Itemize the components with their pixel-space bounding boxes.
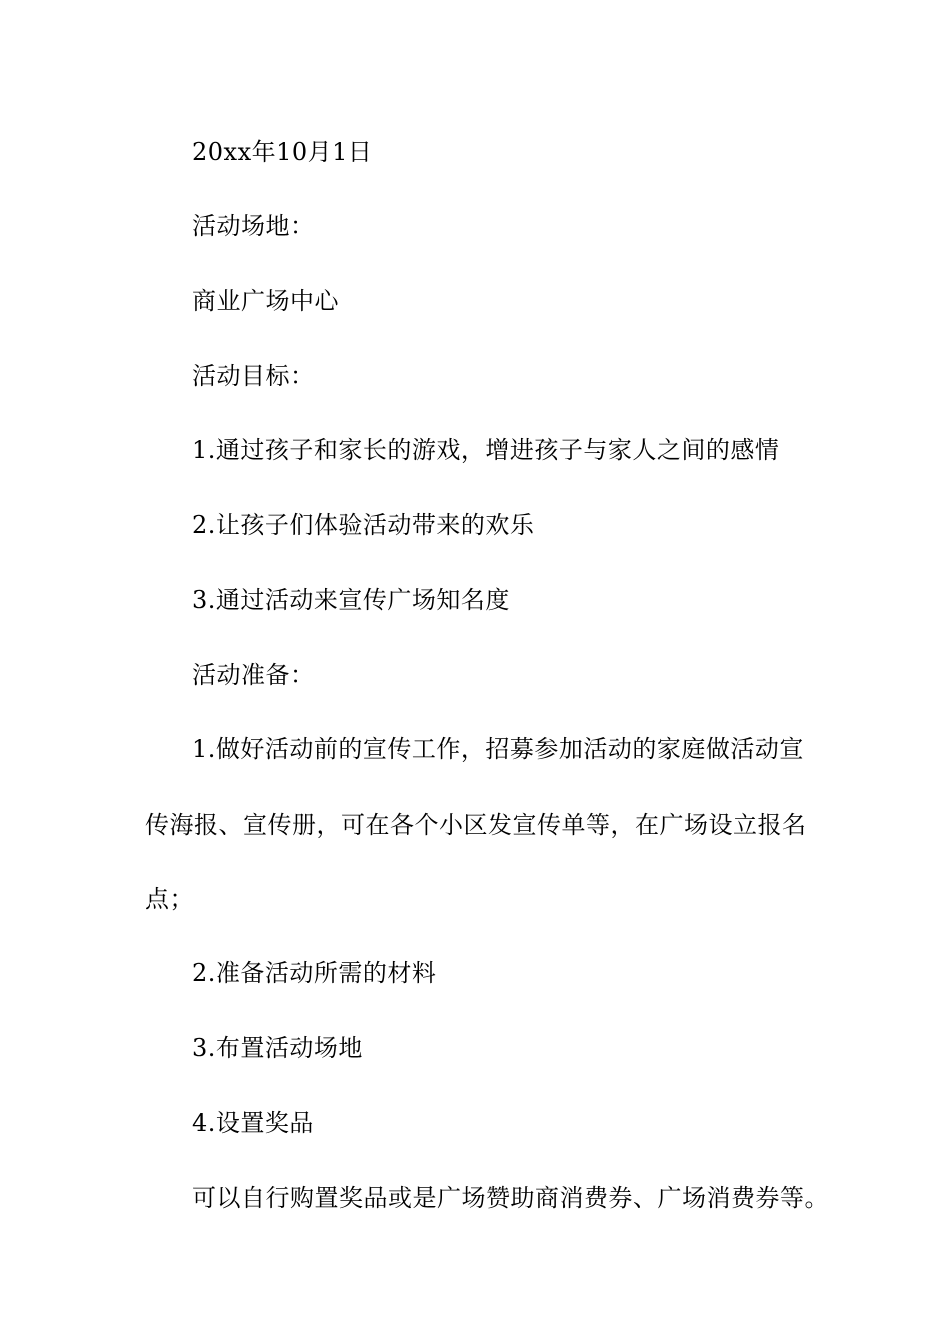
goals-heading: 活动目标： [192, 362, 315, 390]
prize-note: 可以自行购置奖品或是广场赞助商消费券、广场消费券等。 [192, 1184, 829, 1212]
preparation-item-1-line-2: 传海报、宣传册，可在各个小区发宣传单等，在广场设立报名 [145, 811, 807, 839]
preparation-item-1-line-3: 点； [145, 885, 194, 913]
preparation-item-4: 4.设置奖品 [192, 1109, 314, 1137]
preparation-item-2: 2.准备活动所需的材料 [192, 959, 437, 987]
goal-item-3: 3.通过活动来宣传广场知名度 [192, 586, 510, 614]
venue-text: 商业广场中心 [192, 287, 339, 315]
goal-item-2: 2.让孩子们体验活动带来的欢乐 [192, 511, 535, 539]
preparation-item-1-line-1: 1.做好活动前的宣传工作，招募参加活动的家庭做活动宣 [192, 735, 804, 763]
venue-heading: 活动场地： [192, 212, 315, 240]
preparation-item-3: 3.布置活动场地 [192, 1034, 363, 1062]
date-line: 20xx年10月1日 [192, 138, 373, 166]
goal-item-1: 1.通过孩子和家长的游戏，增进孩子与家人之间的感情 [192, 436, 780, 464]
preparation-heading: 活动准备： [192, 661, 315, 689]
